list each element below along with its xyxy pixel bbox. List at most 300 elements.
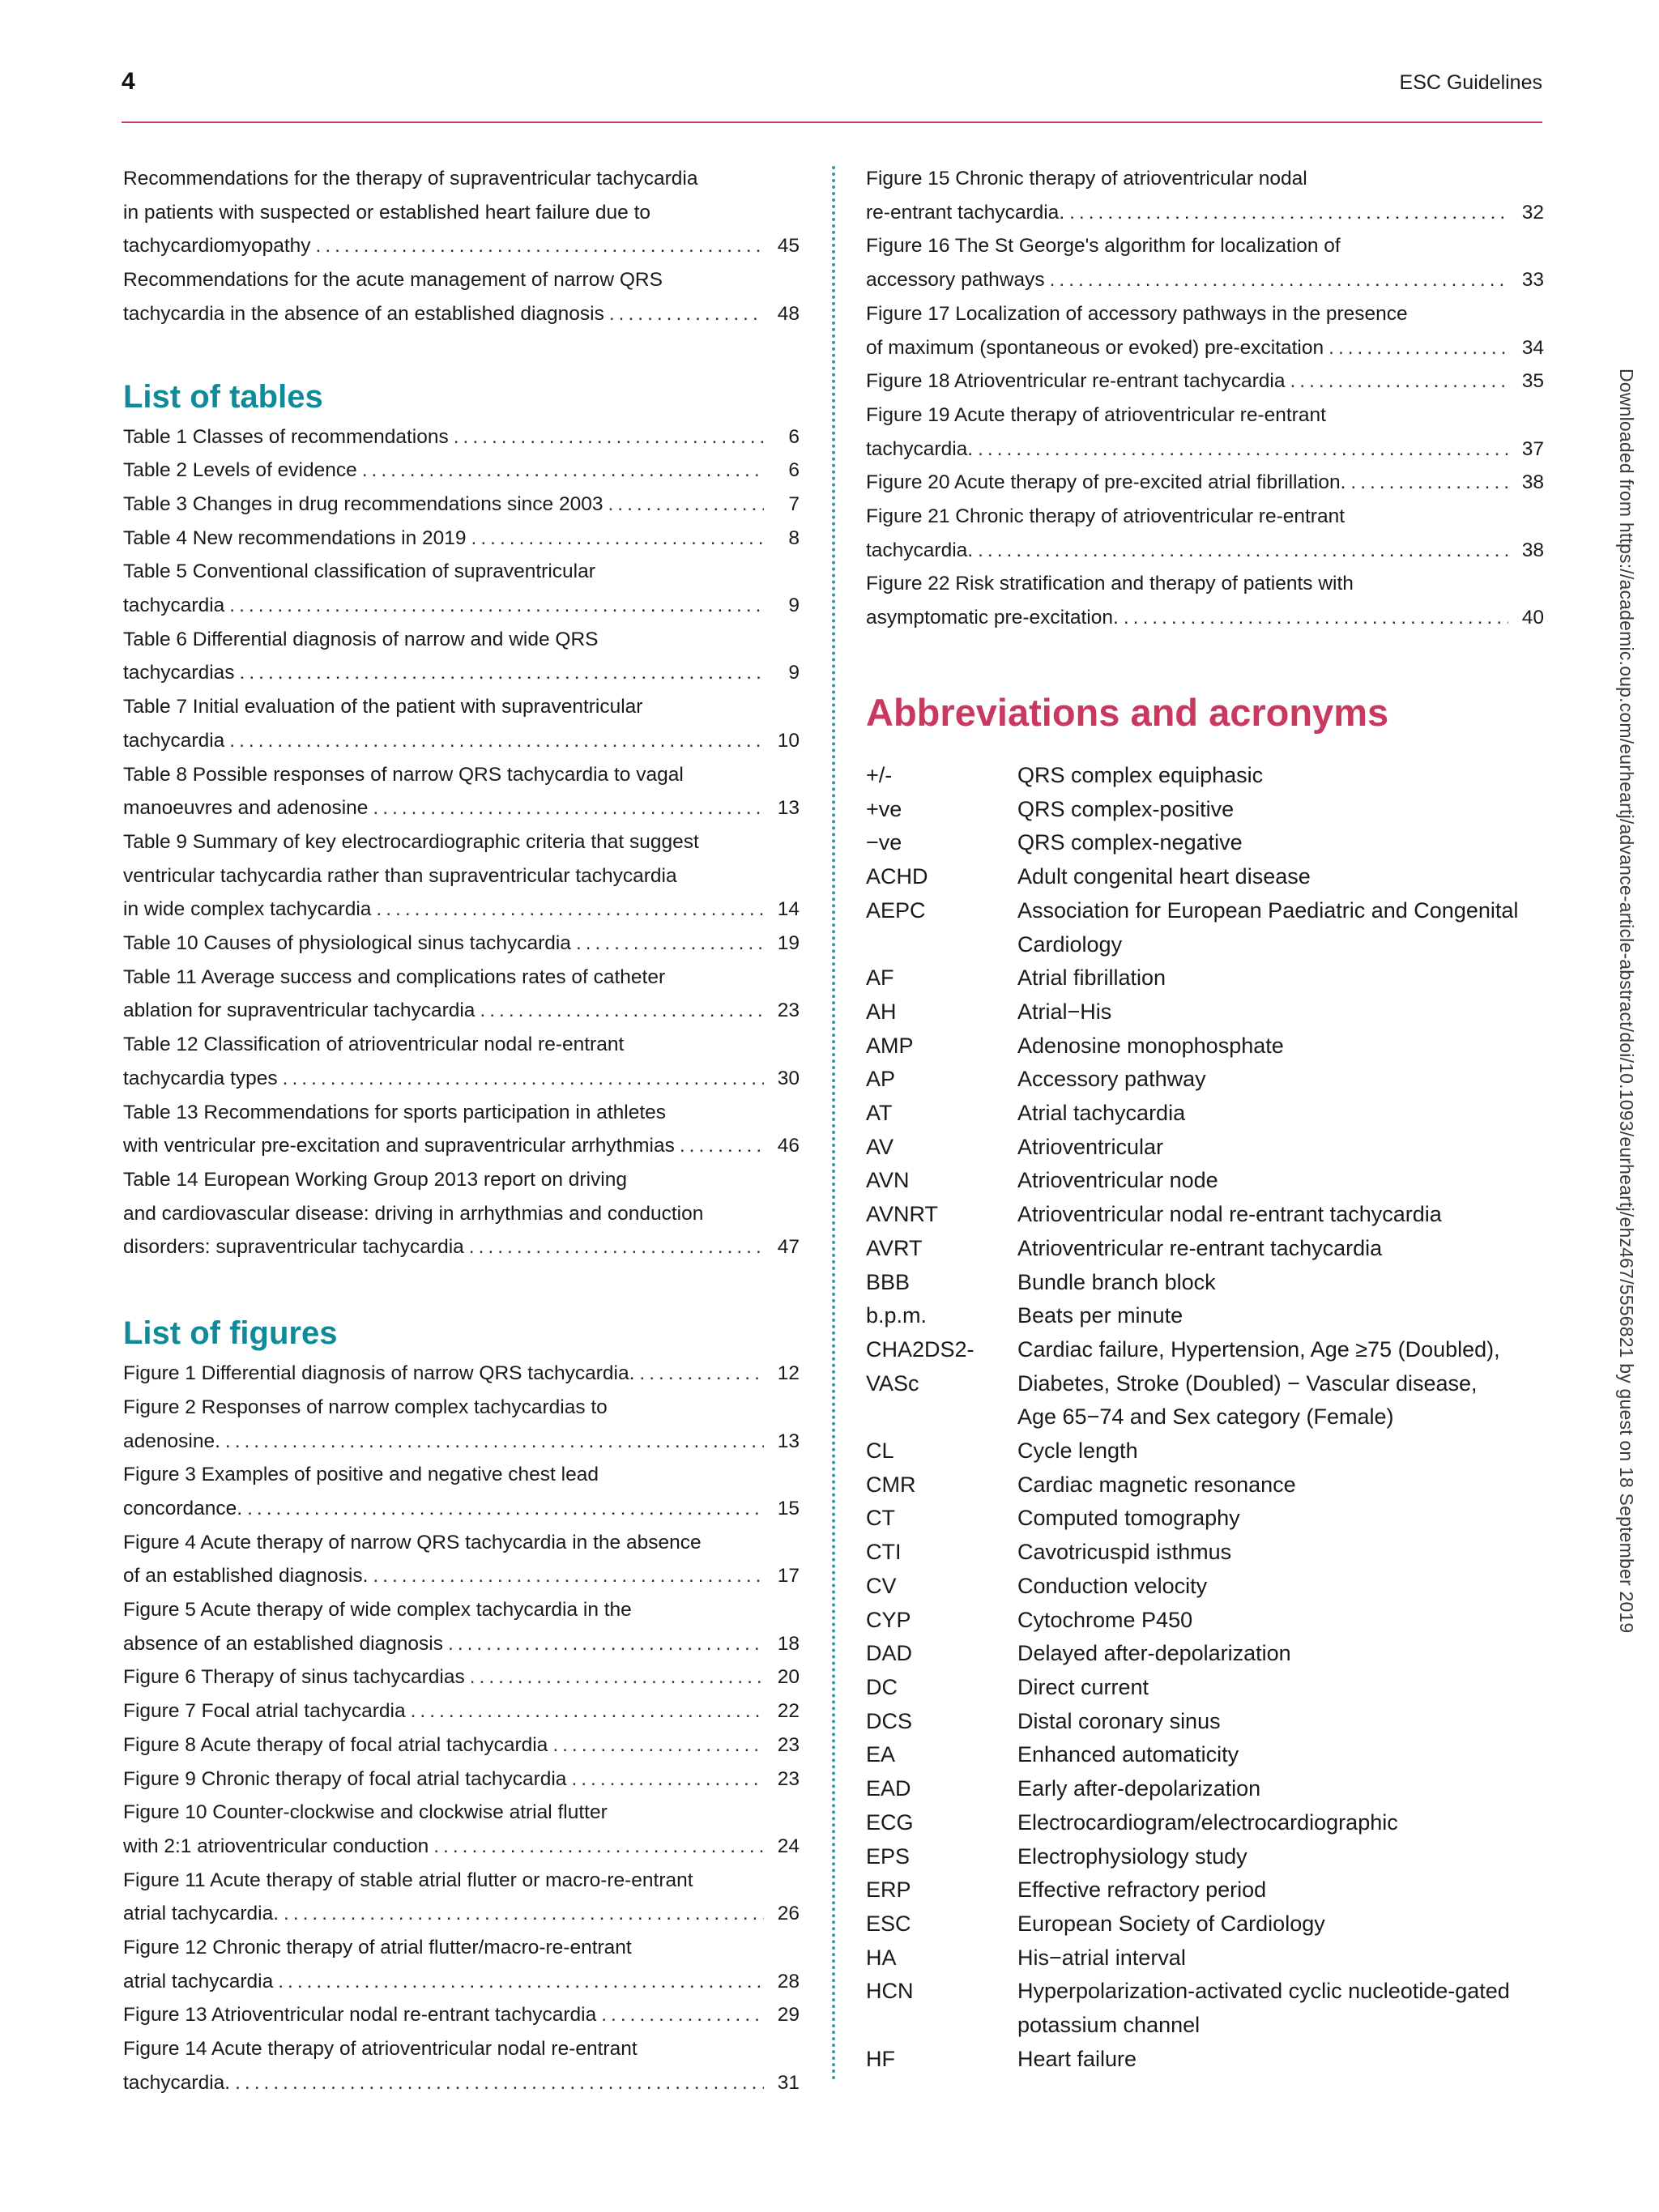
toc-entry-last-line [123, 297, 800, 331]
list-of-tables-heading: List of tables [123, 378, 323, 415]
toc-entry-text: tachycardias [123, 662, 235, 684]
toc-entry-last-line [123, 994, 800, 1028]
toc-entry-text: of an established diagnosis. [123, 1565, 369, 1588]
abbreviation-definition [1017, 1637, 1544, 1671]
abbreviation-term [866, 995, 1017, 1029]
toc-entry-text: Table 5 Conventional classification of supraventricular [123, 560, 595, 583]
dot-leader [609, 297, 764, 331]
abbreviation-definition-line: Computed tomography [1017, 1506, 1240, 1531]
toc-page-number: 34 [1521, 336, 1544, 359]
abbreviation-term-line: −ve [866, 830, 902, 855]
abbreviation-term [866, 1840, 1017, 1874]
toc-entry-text: Figure 7 Focal atrial tachycardia [123, 1700, 406, 1723]
toc-page-number: 7 [788, 492, 800, 515]
dot-leader [1328, 331, 1508, 365]
toc-entry-last-line [123, 1425, 800, 1459]
abbreviation-definition [1017, 1536, 1544, 1570]
toc-page-number: 30 [777, 1067, 800, 1089]
abbreviation-row [866, 1772, 1544, 1806]
toc-entry-last-line [123, 656, 800, 690]
abbreviation-term-line: CT [866, 1506, 895, 1531]
abbreviation-definition-line: Electrophysiology study [1017, 1843, 1247, 1869]
abbreviation-term [866, 759, 1017, 793]
toc-entry-text: atrial tachycardia. [123, 1903, 279, 1925]
toc-entry [123, 1458, 800, 1525]
abbreviation-row [866, 1131, 1544, 1165]
abbreviation-definition-line: Cytochrome P450 [1017, 1607, 1193, 1632]
toc-entry-text: atrial tachycardia [123, 1970, 274, 1993]
toc-entry-text: Figure 22 Risk stratification and therapy of patients with [866, 573, 1354, 595]
toc-entry [123, 1762, 800, 1796]
abbreviation-definition [1017, 1131, 1544, 1165]
figures-list-left [123, 1357, 800, 2099]
right-column [866, 162, 1544, 2071]
toc-entry-last-line [866, 364, 1544, 399]
toc-entry [123, 961, 800, 1028]
dot-leader [283, 1062, 764, 1096]
dot-leader [235, 2066, 764, 2100]
abbreviation-term [866, 1434, 1017, 1468]
toc-entry-text: tachycardiomyopathy [123, 235, 311, 258]
toc-entry-text: tachycardia. [123, 2071, 231, 2094]
abbreviation-term-line: ERP [866, 1877, 911, 1903]
toc-entry-last-line [123, 893, 800, 927]
abbreviation-definition-line: Atrial−His [1017, 999, 1112, 1024]
figures-list-right [866, 162, 1544, 635]
toc-entry-text: tachycardia [123, 729, 225, 752]
abbreviation-term [866, 961, 1017, 995]
abbreviation-definition-line: QRS complex-positive [1017, 796, 1235, 821]
toc-entry-text: Figure 15 Chronic therapy of atrioventricular nodal [866, 168, 1307, 190]
toc-entry-last-line [123, 1762, 800, 1796]
dot-leader [576, 927, 764, 961]
toc-entry [123, 1357, 800, 1391]
download-notice: Downloaded from https://academic.oup.com/eurheartj/advance-article-abstract/doi/10.1093/eurheartj/ehz467/5556821 by guest on 18 September 2019 [1616, 369, 1637, 1634]
toc-entry-last-line [866, 601, 1544, 635]
abbreviation-row [866, 1434, 1544, 1468]
abbreviation-row [866, 1907, 1544, 1941]
dot-leader [680, 1129, 764, 1163]
toc-entry-text: with ventricular pre-excitation and supraventricular arrhythmias [123, 1135, 675, 1157]
toc-entry-last-line [123, 1897, 800, 1931]
toc-entry [123, 758, 800, 825]
toc-entry-text: Recommendations for the acute management of narrow QRS [123, 269, 663, 292]
abbreviation-definition [1017, 1468, 1544, 1502]
toc-entry-text: Table 13 Recommendations for sports participation in athletes [123, 1101, 667, 1123]
abbreviation-term [866, 1198, 1017, 1232]
abbreviation-row [866, 1198, 1544, 1232]
abbreviation-term-line: DCS [866, 1708, 913, 1733]
abbreviation-definition-line: QRS complex equiphasic [1017, 763, 1264, 787]
toc-entry [123, 454, 800, 488]
recommendations-list [123, 162, 800, 331]
abbreviation-term [866, 1468, 1017, 1502]
toc-entry [123, 1526, 800, 1593]
toc-entry-last-line [123, 1660, 800, 1694]
abbreviation-row [866, 793, 1544, 827]
abbreviation-term [866, 1536, 1017, 1570]
abbreviation-row [866, 1299, 1544, 1333]
abbreviation-definition-line: Cardiology [1017, 931, 1123, 957]
abbreviation-term-line: AP [866, 1067, 896, 1092]
abbreviation-definition-line: Early after-depolarization [1017, 1776, 1261, 1801]
toc-page-number: 9 [788, 595, 800, 617]
abbreviation-definition-line: QRS complex-negative [1017, 830, 1243, 855]
toc-entry-text: Figure 5 Acute therapy of wide complex tachycardia in the [123, 1599, 632, 1622]
toc-entry-text: ablation for supraventricular tachycardia [123, 999, 476, 1022]
toc-entry-text: Table 3 Changes in drug recommendations since 2003 [123, 492, 603, 515]
header-rule [122, 121, 1542, 123]
toc-entry-text: Table 14 European Working Group 2013 report on driving [123, 1168, 627, 1191]
toc-page-number: 8 [788, 526, 800, 549]
abbreviation-definition-line: Cardiac magnetic resonance [1017, 1472, 1296, 1497]
dot-leader [225, 1425, 764, 1459]
abbreviation-term-line: EPS [866, 1843, 911, 1869]
toc-entry [866, 500, 1544, 567]
dot-leader [601, 1998, 764, 2032]
toc-entry-last-line [123, 1129, 800, 1163]
toc-entry-text: in patients with suspected or established heart failure due to [123, 201, 651, 224]
dot-leader [471, 522, 764, 556]
abbreviation-definition-line: Effective refractory period [1017, 1877, 1267, 1903]
abbreviation-definition [1017, 1299, 1544, 1333]
toc-entry [866, 567, 1544, 634]
abbreviation-term [866, 1671, 1017, 1705]
abbreviation-term [866, 1738, 1017, 1772]
abbreviation-definition-line: Adenosine monophosphate [1017, 1033, 1284, 1058]
abbreviation-row [866, 1840, 1544, 1874]
abbreviation-term [866, 1806, 1017, 1840]
abbreviation-definition [1017, 1873, 1544, 1907]
abbreviation-term-line: EA [866, 1742, 896, 1767]
abbreviation-row [866, 1097, 1544, 1131]
dot-leader [376, 893, 764, 927]
abbreviation-definition [1017, 1705, 1544, 1739]
dot-leader [411, 1694, 764, 1728]
abbreviation-row [866, 1164, 1544, 1198]
dot-leader [552, 1728, 764, 1762]
toc-entry-text: Figure 14 Acute therapy of atrioventricular nodal re-entrant [123, 2038, 638, 2061]
dot-leader [1124, 601, 1508, 635]
toc-entry-last-line [123, 589, 800, 623]
dot-leader [1350, 466, 1508, 500]
toc-page-number: 46 [777, 1135, 800, 1157]
tables-list [123, 420, 800, 1265]
toc-entry [866, 162, 1544, 229]
toc-page-number: 6 [788, 425, 800, 448]
abbreviation-definition [1017, 1232, 1544, 1266]
toc-page-number: 12 [777, 1362, 800, 1385]
toc-entry [123, 690, 800, 757]
abbreviation-definition [1017, 1738, 1544, 1772]
dot-leader [978, 534, 1508, 568]
toc-entry-last-line [123, 1830, 800, 1864]
toc-entry-last-line [123, 927, 800, 961]
toc-page-number: 29 [777, 2004, 800, 2027]
toc-page-number: 26 [777, 1903, 800, 1925]
toc-page-number: 15 [777, 1497, 800, 1519]
toc-page-number: 35 [1521, 370, 1544, 393]
abbreviation-row [866, 1738, 1544, 1772]
toc-page-number: 13 [777, 797, 800, 820]
abbreviation-definition-line: Bundle branch block [1017, 1269, 1216, 1294]
toc-entry [123, 1728, 800, 1762]
toc-page-number: 23 [777, 1733, 800, 1756]
toc-entry-last-line [123, 1492, 800, 1526]
dot-leader [571, 1762, 764, 1796]
abbreviation-definition [1017, 1806, 1544, 1840]
abbreviation-row [866, 995, 1544, 1029]
toc-entry-text: of maximum (spontaneous or evoked) pre-excitation [866, 336, 1324, 359]
toc-page-number: 48 [777, 302, 800, 325]
toc-entry-text: Figure 17 Localization of accessory pathways in the presence [866, 302, 1408, 325]
abbreviation-row [866, 759, 1544, 793]
abbreviation-term-line: EAD [866, 1776, 911, 1801]
abbreviation-term-line: AT [866, 1101, 893, 1126]
toc-page-number: 9 [788, 662, 800, 684]
abbreviation-definition [1017, 2043, 1544, 2077]
abbreviation-definition-line: Cavotricuspid isthmus [1017, 1540, 1232, 1565]
abbreviation-definition-line: Direct current [1017, 1674, 1149, 1699]
toc-entry [123, 1931, 800, 1998]
toc-entry-last-line [123, 229, 800, 263]
toc-entry-text: asymptomatic pre-excitation. [866, 607, 1119, 629]
abbreviation-definition-line: Beats per minute [1017, 1303, 1183, 1328]
toc-entry-text: Table 6 Differential diagnosis of narrow and wide QRS [123, 628, 599, 650]
toc-entry-text: Figure 1 Differential diagnosis of narrow QRS tachycardia. [123, 1362, 635, 1385]
toc-entry [123, 162, 800, 263]
left-column [123, 162, 800, 2100]
toc-entry-text: Figure 9 Chronic therapy of focal atrial tachycardia [123, 1767, 567, 1790]
toc-entry [123, 1998, 800, 2032]
abbreviation-definition [1017, 1063, 1544, 1097]
page-number: 4 [122, 68, 135, 95]
abbreviation-row [866, 2043, 1544, 2077]
toc-entry [123, 1163, 800, 1264]
toc-entry-last-line [123, 2066, 800, 2100]
toc-entry [123, 488, 800, 522]
abbreviation-term [866, 860, 1017, 894]
abbreviation-term [866, 1941, 1017, 1975]
abbreviation-row [866, 961, 1544, 995]
dot-leader [639, 1357, 764, 1391]
abbreviation-definition [1017, 1975, 1544, 2042]
abbreviation-term-line: +ve [866, 796, 902, 821]
abbreviation-definition [1017, 995, 1544, 1029]
abbreviation-row [866, 1570, 1544, 1604]
toc-entry-last-line [866, 263, 1544, 297]
toc-entry-text: Figure 21 Chronic therapy of atrioventricular re-entrant [866, 505, 1346, 528]
abbreviation-term-line: HA [866, 1945, 897, 1970]
toc-page-number: 13 [777, 1430, 800, 1452]
toc-entry [866, 297, 1544, 364]
abbreviation-definition-line: Atrioventricular node [1017, 1168, 1218, 1193]
abbreviation-term-line: b.p.m. [866, 1303, 928, 1328]
abbreviation-definition-line: Atrioventricular nodal re-entrant tachycardia [1017, 1202, 1442, 1227]
dot-leader [470, 1660, 764, 1694]
toc-page-number: 10 [777, 729, 800, 752]
abbreviation-definition [1017, 1671, 1544, 1705]
toc-entry-last-line [123, 1230, 800, 1264]
dot-leader [247, 1492, 764, 1526]
toc-entry-text: with 2:1 atrioventricular conduction [123, 1835, 429, 1857]
toc-entry [123, 1593, 800, 1660]
dot-leader [362, 454, 764, 488]
toc-entry [866, 364, 1544, 399]
abbreviation-row [866, 1637, 1544, 1671]
abbreviation-term [866, 1975, 1017, 2042]
abbreviation-definition [1017, 759, 1544, 793]
toc-entry-text: Figure 10 Counter-clockwise and clockwise atrial flutter [123, 1801, 608, 1824]
dot-leader [480, 994, 764, 1028]
toc-entry-text: Figure 20 Acute therapy of pre-excited atrial fibrillation. [866, 471, 1346, 494]
toc-entry [123, 263, 800, 330]
abbreviation-term [866, 1570, 1017, 1604]
toc-page-number: 24 [777, 1835, 800, 1857]
toc-entry-last-line [123, 791, 800, 825]
toc-entry-last-line [123, 1357, 800, 1391]
abbreviation-definition-line: Hyperpolarization-activated cyclic nucleotide-gated [1017, 1979, 1510, 2004]
abbreviation-row [866, 1806, 1544, 1840]
dot-leader [284, 1897, 764, 1931]
toc-entry-text: disorders: supraventricular tachycardia [123, 1236, 464, 1259]
abbreviation-row [866, 1063, 1544, 1097]
abbreviation-term-line: CHA2DS2- [866, 1336, 975, 1362]
toc-entry-last-line [123, 1728, 800, 1762]
abbreviation-definition [1017, 1772, 1544, 1806]
toc-entry-text: tachycardia. [866, 539, 974, 561]
abbreviation-definition-line: His−atrial interval [1017, 1945, 1186, 1970]
abbreviation-term [866, 2043, 1017, 2077]
abbreviation-definition [1017, 1029, 1544, 1063]
toc-entry-text: Figure 2 Responses of narrow complex tachycardias to [123, 1396, 608, 1418]
toc-page-number: 40 [1521, 607, 1544, 629]
abbreviation-definition-line: Association for European Paediatric and Congenital [1017, 897, 1519, 923]
abbreviation-term [866, 1131, 1017, 1165]
abbreviation-term-line: AVNRT [866, 1202, 939, 1227]
abbreviation-definition-line: Delayed after-depolarization [1017, 1641, 1291, 1666]
toc-entry-text: re-entrant tachycardia. [866, 201, 1065, 224]
toc-entry-text: Table 2 Levels of evidence [123, 459, 357, 482]
toc-entry-text: tachycardia. [866, 437, 974, 460]
abbreviation-definition-line: European Society of Cardiology [1017, 1911, 1325, 1936]
toc-page-number: 23 [777, 1767, 800, 1790]
abbreviation-term-line: ESC [866, 1911, 911, 1936]
toc-entry-text: absence of an established diagnosis [123, 1632, 444, 1655]
abbreviation-term-line: AV [866, 1134, 894, 1159]
abbreviation-row [866, 826, 1544, 860]
toc-entry-text: Figure 8 Acute therapy of focal atrial tachycardia [123, 1733, 548, 1756]
abbreviation-definition-line: Atrial tachycardia [1017, 1101, 1186, 1126]
abbreviation-term-line: AEPC [866, 897, 926, 923]
toc-entry-text: ventricular tachycardia rather than supraventricular tachycardia [123, 864, 677, 887]
abbreviation-definition-line: Enhanced automaticity [1017, 1742, 1239, 1767]
abbreviation-definition [1017, 1941, 1544, 1975]
abbreviation-term-line: AVN [866, 1168, 910, 1193]
abbreviation-term [866, 1097, 1017, 1131]
toc-page-number: 38 [1521, 471, 1544, 494]
abbreviation-definition [1017, 1266, 1544, 1300]
toc-entry-text: Table 12 Classification of atrioventricular nodal re-entrant [123, 1034, 625, 1056]
toc-entry-text: adenosine. [123, 1430, 220, 1452]
dot-leader [229, 589, 764, 623]
toc-entry-text: Table 1 Classes of recommendations [123, 425, 449, 448]
abbreviation-term [866, 1502, 1017, 1536]
abbreviation-term [866, 1333, 1017, 1434]
toc-entry [866, 399, 1544, 466]
toc-entry [123, 1694, 800, 1728]
toc-entry [123, 555, 800, 622]
abbreviation-term-line: DAD [866, 1641, 913, 1666]
abbreviation-definition [1017, 860, 1544, 894]
toc-page-number: 22 [777, 1700, 800, 1723]
abbreviation-definition [1017, 1198, 1544, 1232]
abbreviation-term-line: CYP [866, 1607, 911, 1632]
toc-entry-last-line [123, 724, 800, 758]
toc-page-number: 19 [777, 932, 800, 955]
abbreviation-definition-line: Atrial fibrillation [1017, 965, 1166, 991]
abbreviation-definition [1017, 1434, 1544, 1468]
abbreviation-term-line: AVRT [866, 1235, 923, 1260]
abbreviations-heading: Abbreviations and acronyms [866, 691, 1389, 734]
abbreviation-row [866, 894, 1544, 961]
abbreviation-term-line: VASc [866, 1370, 919, 1396]
toc-entry-last-line [123, 522, 800, 556]
abbreviation-term [866, 1637, 1017, 1671]
toc-entry [123, 2032, 800, 2099]
dot-leader [240, 656, 764, 690]
abbreviation-row [866, 1468, 1544, 1502]
toc-entry-text: Table 8 Possible responses of narrow QRS tachycardia to vagal [123, 763, 684, 786]
abbreviation-term-line: HF [866, 2046, 895, 2071]
toc-entry-last-line [123, 454, 800, 488]
abbreviation-definition-line: Conduction velocity [1017, 1573, 1208, 1598]
toc-entry-text: and cardiovascular disease: driving in arrhythmias and conduction [123, 1202, 704, 1225]
abbreviation-row [866, 1873, 1544, 1907]
toc-page-number: 32 [1521, 201, 1544, 224]
toc-entry-text: Table 7 Initial evaluation of the patient with supraventricular [123, 696, 643, 718]
dot-leader [433, 1830, 764, 1864]
toc-page-number: 45 [777, 235, 800, 258]
abbreviation-term [866, 1232, 1017, 1266]
abbreviation-definition [1017, 961, 1544, 995]
abbreviation-definition [1017, 1164, 1544, 1198]
abbreviation-term [866, 1299, 1017, 1333]
toc-entry-text: Figure 11 Acute therapy of stable atrial flutter or macro-re-entrant [123, 1869, 693, 1891]
toc-entry-last-line [123, 1694, 800, 1728]
abbreviation-term [866, 1604, 1017, 1638]
toc-entry-text: Recommendations for the therapy of supraventricular tachycardia [123, 168, 698, 190]
abbreviation-definition [1017, 793, 1544, 827]
abbreviation-row [866, 1536, 1544, 1570]
abbreviation-term-line: DC [866, 1674, 898, 1699]
abbreviation-term [866, 894, 1017, 961]
abbreviation-term-line: ECG [866, 1809, 914, 1835]
toc-entry-text: Figure 6 Therapy of sinus tachycardias [123, 1666, 465, 1689]
toc-entry-text: tachycardia types [123, 1067, 278, 1089]
toc-entry-last-line [123, 1627, 800, 1661]
abbreviation-term [866, 1063, 1017, 1097]
toc-entry-text: Figure 16 The St George's algorithm for localization of [866, 235, 1341, 258]
toc-entry [123, 1096, 800, 1163]
toc-entry-text: Table 11 Average success and complications rates of catheter [123, 965, 666, 988]
toc-entry-last-line [866, 466, 1544, 500]
toc-entry-last-line [123, 1965, 800, 1999]
toc-entry-text: accessory pathways [866, 269, 1045, 292]
running-title: ESC Guidelines [1399, 71, 1542, 94]
toc-entry-text: Figure 13 Atrioventricular nodal re-entrant tachycardia [123, 2004, 597, 2027]
toc-page-number: 28 [777, 1970, 800, 1993]
